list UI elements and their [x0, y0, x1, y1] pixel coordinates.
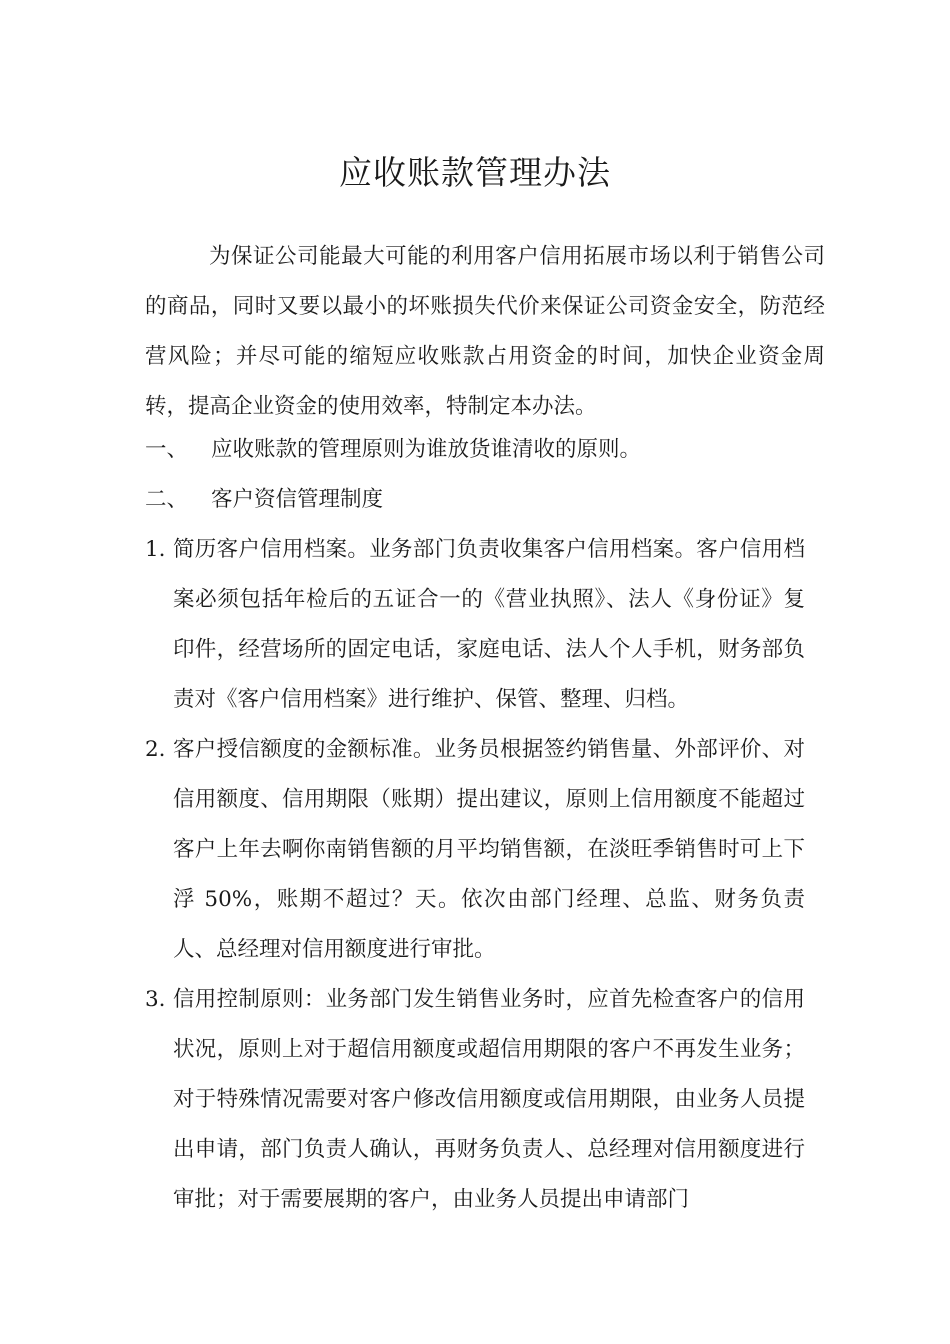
section-number: 一、 [145, 437, 189, 462]
list-item [145, 975, 805, 1225]
document-title: 应收账款管理办法 [339, 153, 611, 193]
intro-paragraph: 为保证公司能最大可能的利用客户信用拓展市场以利于销售公司的商品，同时又要以最小的坏账损失代价来保证公司资金安全，防范经营风险；并尽可能的缩短应收账款占用资金的时间，加快企业资金周转，提高企业资金的使用效率，特制定本办法。 [145, 244, 825, 419]
list-item-number: 1. [145, 537, 166, 562]
section-heading [145, 425, 641, 475]
section-text: 客户资信管理制度 [211, 487, 384, 512]
list-item [145, 725, 805, 975]
section-number: 二、 [145, 487, 189, 512]
list-item-number: 3. [145, 987, 166, 1012]
list-item-number: 2. [145, 737, 166, 762]
list-item-text: 简历客户信用档案。业务部门负责收集客户信用档案。客户信用档案必须包括年检后的五证合一的《营业执照》、法人《身份证》复印件，经营场所的固定电话，家庭电话、法人个人手机，财务部负责对《客户信用档案》进行维护、保管、整理、归档。 [173, 537, 805, 712]
list-item-text: 客户授信额度的金额标准。业务员根据签约销售量、外部评价、对信用额度、信用期限（账期）提出建议，原则上信用额度不能超过客户上年去啊你南销售额的月平均销售额，在淡旺季销售时可上下浮 50%，账期不超过？天。依次由部门经理、总监、财务负责人、总经理对信用额度进行审批。 [173, 737, 805, 962]
list-item [145, 525, 805, 725]
list-item-text: 信用控制原则：业务部门发生销售业务时，应首先检查客户的信用状况，原则上对于超信用额度或超信用期限的客户不再发生业务；对于特殊情况需要对客户修改信用额度或信用期限，由业务人员提出申请，部门负责人确认，再财务负责人、总经理对信用额度进行审批；对于需要展期的客户，由业务人员提出申请部门 [173, 987, 805, 1212]
section-heading [145, 475, 383, 525]
section-text: 应收账款的管理原则为谁放货谁清收的原则。 [211, 437, 642, 462]
